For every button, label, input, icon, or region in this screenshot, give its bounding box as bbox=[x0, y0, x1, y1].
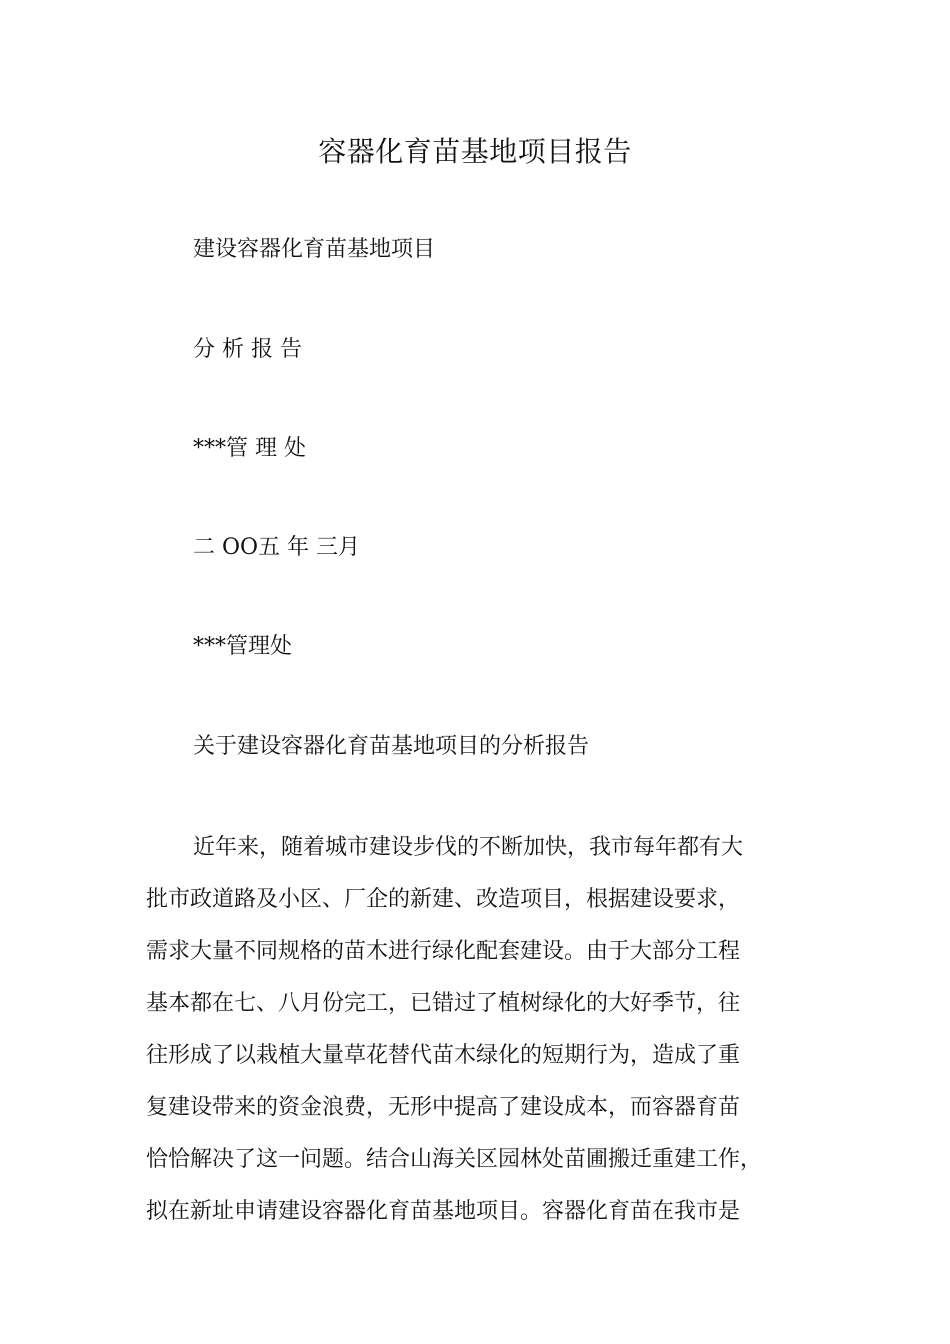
paragraph-line: 往形成了以栽植大量草花替代苗木绿化的短期行为，造成了重 bbox=[146, 1043, 741, 1068]
paragraph-line: 需求大量不同规格的苗木进行绿化配套建设。由于大部分工程 bbox=[146, 939, 741, 964]
paragraph-line: 恰恰解决了这一问题。结合山海关区园林处苗圃搬迁重建工作， bbox=[146, 1147, 763, 1172]
paragraph-line: 批市政道路及小区、厂企的新建、改造项目，根据建设要求， bbox=[146, 887, 741, 912]
project-name-line: 建设容器化育苗基地项目 bbox=[193, 237, 436, 262]
organization-line: ***管 理 处 bbox=[193, 436, 306, 461]
paragraph-line: 复建设带来的资金浪费，无形中提高了建设成本，而容器育苗 bbox=[146, 1095, 741, 1120]
paragraph-line: 近年来，随着城市建设步伐的不断加快，我市每年都有大 bbox=[193, 835, 744, 860]
body-paragraph bbox=[146, 828, 818, 1244]
organization-heading: ***管理处 bbox=[193, 634, 293, 659]
paragraph-line: 拟在新址申请建设容器化育苗基地项目。容器化育苗在我市是 bbox=[146, 1199, 741, 1224]
report-subject-heading: 关于建设容器化育苗基地项目的分析报告 bbox=[193, 734, 590, 759]
document-title: 容器化育苗基地项目报告 bbox=[318, 135, 632, 168]
date-line: 二 OO五 年 三月 bbox=[193, 535, 361, 560]
report-type-line: 分 析 报 告 bbox=[193, 337, 302, 362]
paragraph-line: 基本都在七、八月份完工，已错过了植树绿化的大好季节，往 bbox=[146, 991, 741, 1016]
